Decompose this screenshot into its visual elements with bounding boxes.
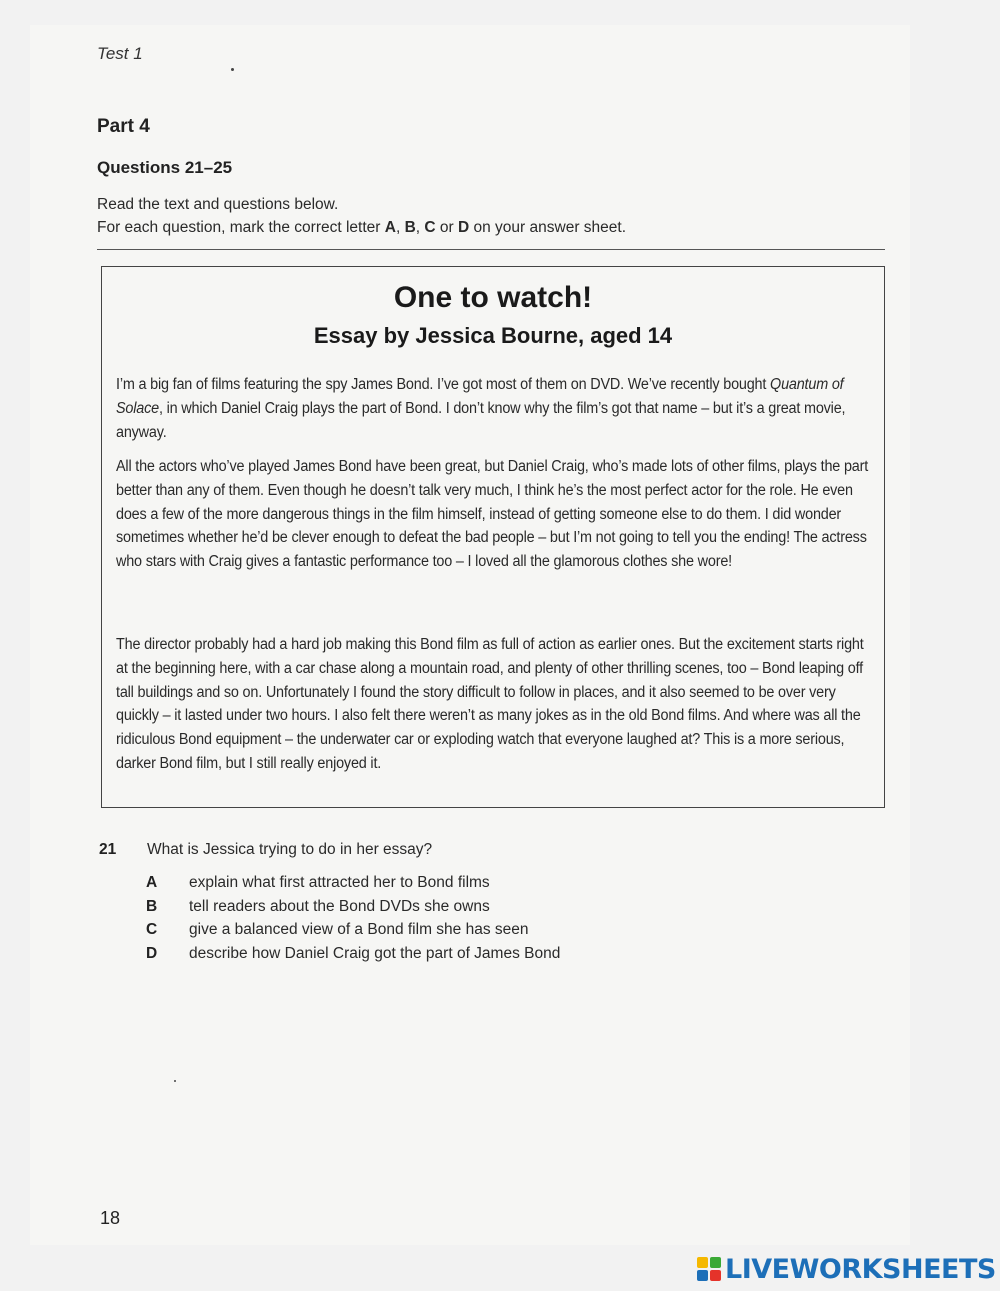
logo-square-green: [710, 1257, 721, 1268]
running-head: Test 1: [97, 44, 143, 63]
divider-rule: [97, 249, 885, 250]
essay-paragraph-3: The director probably had a hard job making this Bond film as full of action as earlier ones. But the excitement starts right at the beginning here, with a car chase along a mountain road, and plenty of other thrilling scenes, too – Bond leaping off tall buildings and so on. Unfortunately I found the story difficult to follow in places, and it also seemed to be over very quickly – it lasted under two hours. I also felt there weren’t as many jokes as in the old Bond films. And where was all the ridiculous Bond equipment – the underwater car or exploding watch that everyone laughed at? This is a more serious, darker Bond film, but I still really enjoyed it.: [116, 636, 864, 772]
liveworksheets-brand[interactable]: [697, 1253, 996, 1285]
essay-paragraph-1: I’m a big fan of films featuring the spy James Bond. I’ve got most of them on DVD. We’ve recently bought Quantum of Solace, in which Daniel Craig plays the part of Bond. I don’t know why the film’s got that name – but it’s a great movie, anyway.: [116, 376, 846, 441]
film-title: Quantum of Solace: [116, 376, 844, 417]
page-number: 18: [100, 1208, 121, 1228]
questions-heading: Questions 21–25: [97, 158, 233, 177]
question-number: 21: [99, 841, 117, 858]
essay-subtitle: Essay by Jessica Bourne, aged 14: [313, 323, 673, 348]
option-d-letter[interactable]: D: [146, 945, 158, 962]
instruction-line-2: For each question, mark the correct letter A, B, C or D on your answer sheet.: [97, 219, 627, 236]
liveworksheets-logo-icon: [697, 1257, 721, 1281]
essay-title: One to watch!: [393, 281, 593, 314]
essay-box: [101, 266, 885, 808]
essay-paragraph-2: All the actors who’ve played James Bond have been great, but Daniel Craig, who’s made lots of other films, plays the part better than any of them. Even though he doesn’t talk very much, I think he’s the most perfect actor for the role. He even does a few of the more dangerous things in the film himself, instead of getting someone else to do them. I did wonder sometimes whether he’d be clever enough to defeat the bad people – but I’m not going to tell you the ending! The actress who stars with Craig gives a fantastic performance too – I loved all the glamorous clothes she wore!: [116, 458, 869, 571]
option-d-text[interactable]: describe how Daniel Craig got the part of James Bond: [189, 945, 561, 962]
logo-square-blue: [697, 1270, 708, 1281]
logo-square-yellow: [697, 1257, 708, 1268]
option-c-letter[interactable]: C: [146, 921, 158, 938]
option-b-letter[interactable]: B: [146, 898, 158, 915]
question-text: What is Jessica trying to do in her essay?: [147, 841, 433, 858]
part-heading: Part 4: [97, 116, 150, 137]
scan-speck: [174, 1080, 176, 1082]
instruction-line-1: Read the text and questions below.: [97, 196, 339, 213]
logo-square-red: [710, 1270, 721, 1281]
option-a-text[interactable]: explain what first attracted her to Bond films: [189, 874, 490, 891]
brand-name: LIVEWORKSHEETS: [725, 1253, 996, 1285]
option-a-letter[interactable]: A: [146, 874, 158, 891]
option-b-text[interactable]: tell readers about the Bond DVDs she owns: [189, 898, 490, 915]
scan-speck: [231, 68, 234, 71]
option-c-text[interactable]: give a balanced view of a Bond film she has seen: [189, 921, 529, 938]
